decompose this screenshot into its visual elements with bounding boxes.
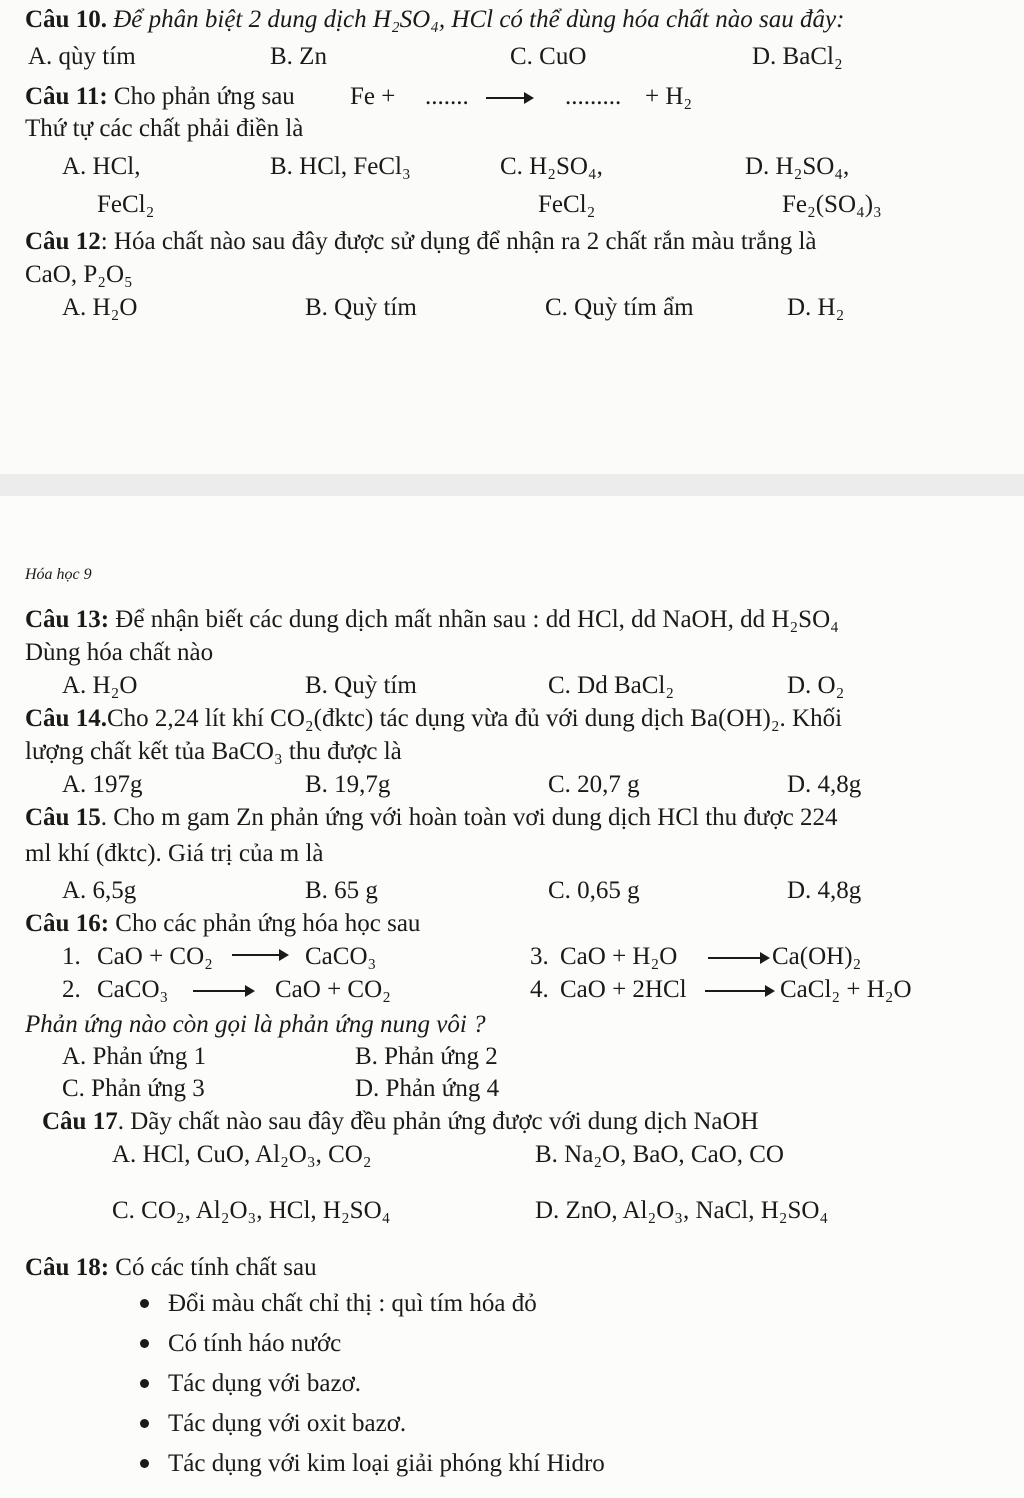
q12-label: Câu 12 xyxy=(25,228,101,255)
q11-option-d-1: D. H₂SO₄, xyxy=(745,153,850,180)
q16-reaction-1-number: 1. xyxy=(62,943,81,970)
q10-label: Câu 10. xyxy=(25,6,107,33)
q16-question: Phản ứng nào còn gọi là phản ứng nung vôi ? xyxy=(25,1011,486,1038)
q15-option-b: B. 65 g xyxy=(305,877,378,904)
q16-reaction-2-arrow xyxy=(193,990,253,992)
page-gap xyxy=(0,474,1024,496)
q14-option-a: A. 197g xyxy=(62,771,143,798)
q16-reaction-2-number: 2. xyxy=(62,976,81,1003)
q16-reaction-2-right: CaO + CO₂ xyxy=(275,976,391,1003)
q18-stem: Có các tính chất sau xyxy=(115,1254,317,1281)
q11-stem: Cho phản ứng sau xyxy=(113,83,295,110)
q18-bullet-item: Tác dụng với kim loại giải phóng khí Hidro xyxy=(168,1450,605,1477)
q13-line xyxy=(25,605,839,635)
q11-option-a-2: FeCl₂ xyxy=(97,191,155,218)
q15-option-c: C. 0,65 g xyxy=(548,877,640,904)
q14-line-2: lượng chất kết tủa BaCO₃ thu được là xyxy=(25,738,402,765)
q16-reaction-4-number: 4. xyxy=(530,976,549,1003)
q17-label: Câu 17 xyxy=(42,1108,118,1135)
q13-line-2: Dùng hóa chất nào xyxy=(25,639,214,666)
q11-option-c-1: C. H₂SO₄, xyxy=(500,153,603,180)
q12-option-a: A. H₂O xyxy=(62,294,138,321)
q18-line xyxy=(25,1253,317,1283)
q16-line xyxy=(25,909,420,939)
q12-stem: : Hóa chất nào sau đây được sử dụng để nhận ra 2 chất rắn màu trắng là xyxy=(100,228,817,255)
q14-option-d: D. 4,8g xyxy=(787,771,862,798)
q11-option-a-1: A. HCl, xyxy=(62,153,141,180)
q11-option-b: B. HCl, FeCl₃ xyxy=(270,153,411,180)
q18-bullet-item: Đổi màu chất chỉ thị : quì tím hóa đỏ xyxy=(168,1290,537,1317)
q16-reaction-4-right: CaCl₂ + H₂O xyxy=(780,976,912,1003)
q10-option-c: C. CuO xyxy=(510,43,587,70)
q18-label: Câu 18: xyxy=(25,1254,110,1281)
q16-reaction-3-left: CaO + H₂O xyxy=(560,943,678,970)
q11-line xyxy=(25,82,295,112)
q15-line xyxy=(25,803,838,833)
q12-line xyxy=(25,227,817,257)
q16-option-d: D. Phản ứng 4 xyxy=(355,1075,500,1102)
q11-option-c-2: FeCl₂ xyxy=(538,191,596,218)
q14-stem: Cho 2,24 lít khí CO₂(đktc) tác dụng vừa đủ với dung dịch Ba(OH)₂. Khối xyxy=(106,705,843,732)
q15-label: Câu 15 xyxy=(25,804,101,831)
q10-option-d: D. BaCl₂ xyxy=(752,43,843,70)
q14-label: Câu 14. xyxy=(25,705,107,732)
q11-blank-1: ....... xyxy=(425,83,469,110)
q16-reaction-4-arrow xyxy=(705,990,773,992)
q13-option-b: B. Quỳ tím xyxy=(305,672,417,699)
q11-reactant: Fe + xyxy=(350,83,396,110)
q10-line xyxy=(25,5,844,35)
q11-arrow xyxy=(486,97,532,99)
q14-option-b: B. 19,7g xyxy=(305,771,391,798)
page-header: Hóa học 9 xyxy=(25,566,92,583)
q16-reaction-1-arrow xyxy=(232,954,287,956)
q16-label: Câu 16: xyxy=(25,910,110,937)
q17-option-b: B. Na₂O, BaO, CaO, CO xyxy=(535,1141,784,1168)
q17-option-d: D. ZnO, Al₂O₃, NaCl, H₂SO₄ xyxy=(535,1197,829,1224)
q15-line-2: ml khí (đktc). Giá trị của m là xyxy=(25,840,324,867)
q15-stem: . Cho m gam Zn phản ứng với hoàn toàn vơi dung dịch HCl thu được 224 xyxy=(100,804,838,831)
q16-reaction-3-right: Ca(OH)₂ xyxy=(772,943,862,970)
q16-option-a: A. Phản ứng 1 xyxy=(62,1043,207,1070)
q17-option-a: A. HCl, CuO, Al₂O₃, CO₂ xyxy=(112,1141,372,1168)
bullet-icon xyxy=(140,1459,149,1468)
q16-stem: Cho các phản ứng hóa học sau xyxy=(115,910,421,937)
q16-reaction-1-right: CaCO₃ xyxy=(305,943,377,970)
q17-line xyxy=(42,1107,759,1137)
q14-line xyxy=(25,704,842,734)
q16-reaction-3-number: 3. xyxy=(530,943,549,970)
q18-bullet-item: Có tính háo nước xyxy=(168,1330,342,1357)
q13-option-c: C. Dd BaCl₂ xyxy=(548,672,675,699)
bullet-icon xyxy=(140,1419,149,1428)
q15-option-a: A. 6,5g xyxy=(62,877,137,904)
q16-reaction-3-arrow xyxy=(708,957,768,959)
q18-bullet-item: Tác dụng với oxit bazơ. xyxy=(168,1410,407,1437)
q11-line-2: Thứ tự các chất phải điền là xyxy=(25,115,304,142)
q11-option-d-2: Fe₂(SO₄)₃ xyxy=(782,191,882,218)
q12-line-2: CaO, P₂O₅ xyxy=(25,261,133,288)
q12-option-d: D. H₂ xyxy=(787,294,845,321)
q12-option-b: B. Quỳ tím xyxy=(305,294,417,321)
q12-option-c: C. Quỳ tím ẩm xyxy=(545,294,694,321)
q18-bullet-item: Tác dụng với bazơ. xyxy=(168,1370,362,1397)
q13-stem: Để nhận biết các dung dịch mất nhãn sau : dd HCl, dd NaOH, dd H₂SO₄ xyxy=(115,606,839,633)
q13-option-a: A. H₂O xyxy=(62,672,138,699)
q11-label: Câu 11: xyxy=(25,83,108,110)
q17-option-c: C. CO₂, Al₂O₃, HCl, H₂SO₄ xyxy=(112,1197,391,1224)
q10-option-b: B. Zn xyxy=(270,43,327,70)
q16-option-b: B. Phản ứng 2 xyxy=(355,1043,498,1070)
q13-option-d: D. O₂ xyxy=(787,672,845,699)
bullet-icon xyxy=(140,1339,149,1348)
q17-stem: . Dãy chất nào sau đây đều phản ứng được với dung dịch NaOH xyxy=(117,1108,759,1135)
q15-option-d: D. 4,8g xyxy=(787,877,862,904)
q10-option-a: A. qùy tím xyxy=(28,43,136,70)
q16-reaction-1-left: CaO + CO₂ xyxy=(97,943,213,970)
q16-option-c: C. Phản ứng 3 xyxy=(62,1075,205,1102)
q16-reaction-2-left: CaCO₃ xyxy=(97,976,169,1003)
q16-reaction-4-left: CaO + 2HCl xyxy=(560,976,687,1003)
q14-option-c: C. 20,7 g xyxy=(548,771,640,798)
q10-stem: Để phân biệt 2 dung dịch H₂SO₄, HCl có thể dùng hóa chất nào sau đây: xyxy=(113,6,845,33)
bullet-icon xyxy=(140,1379,149,1388)
q11-product: + H₂ xyxy=(645,83,693,110)
bullet-icon xyxy=(140,1299,149,1308)
q11-blank-2: ......... xyxy=(565,83,622,110)
q13-label: Câu 13: xyxy=(25,606,110,633)
